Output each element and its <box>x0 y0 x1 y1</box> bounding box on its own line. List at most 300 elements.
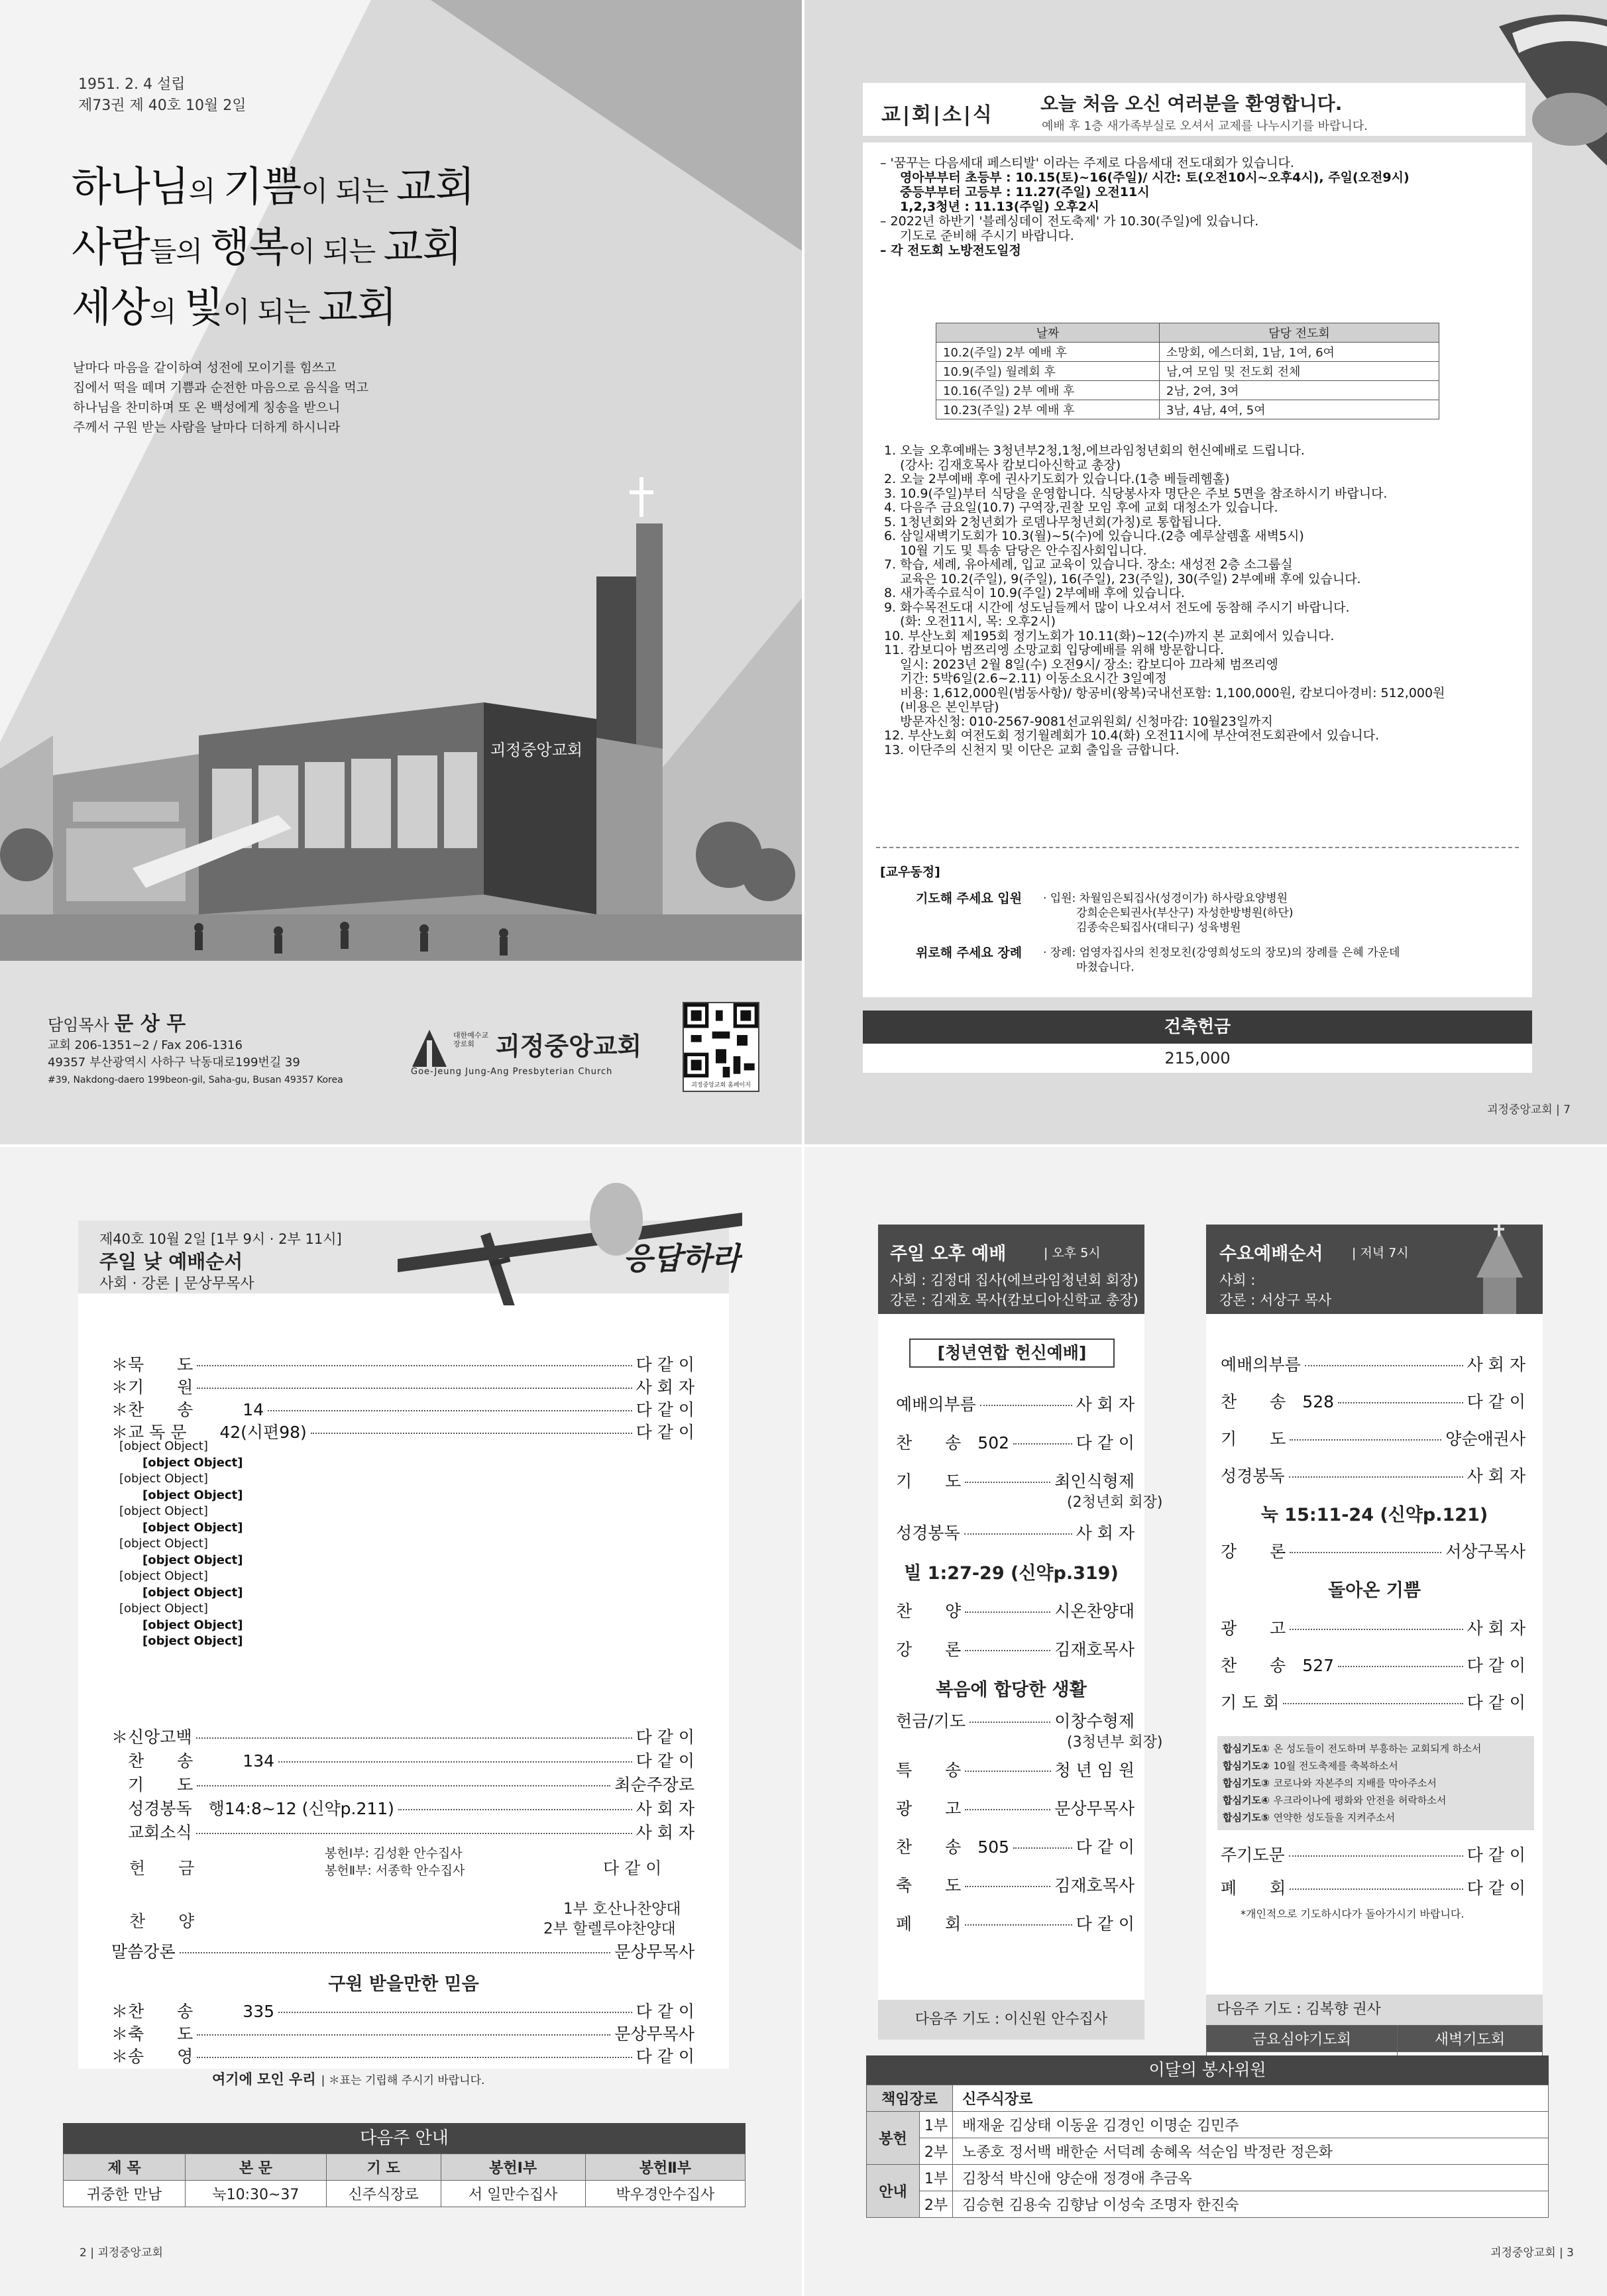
order-item: 기 도 회 <box>1221 1693 1280 1712</box>
motto-word: 하나님 <box>72 162 189 211</box>
motto-word: 사람 <box>72 223 150 271</box>
prayer-text: 온 성도들이 전도하며 부흥하는 교회되게 하소서 <box>1273 1743 1482 1755</box>
dot-leader <box>1305 1365 1463 1366</box>
sermon-row <box>111 1939 694 1963</box>
care-title: [교우동정] <box>880 865 940 879</box>
comfort-lines <box>1043 946 1400 975</box>
order-item: ＊찬 송 335 <box>111 2002 275 2021</box>
meet-header-friday: 금요심야기도회 <box>1207 2026 1398 2052</box>
logo-denomination: 대한예수교 장로회 <box>453 1031 489 1048</box>
qr-code-icon <box>684 1003 758 1077</box>
order-row <box>896 1430 1135 1454</box>
motto-particle: 이 되는 <box>223 296 319 328</box>
prayer-text: 코로나와 자본주의 지배를 막아주소서 <box>1273 1777 1437 1789</box>
qr-caption: 괴정중앙교회 홈페이지 <box>691 1082 751 1089</box>
next-header: 제 목 <box>64 2154 186 2181</box>
order-row <box>1221 1389 1525 1413</box>
next-cell: 눅10:30~37 <box>186 2181 327 2207</box>
pray-line: 김종숙은퇴집사(대티구) 성육병원 <box>1076 921 1241 934</box>
order-item: 폐 회 <box>1221 1879 1286 1898</box>
responsive-line: [object Object] <box>119 1569 208 1583</box>
wednesday-time: | 저녁 7시 <box>1352 1246 1409 1260</box>
order-person: 이창수형제 <box>1054 1712 1135 1731</box>
order-person: 다 같 이 <box>636 2047 694 2066</box>
dot-leader <box>965 1650 1050 1651</box>
prayer-text: 10월 전도축제를 축복하소서 <box>1273 1760 1398 1772</box>
order-row <box>111 1998 694 2022</box>
order-item: ＊신앙고백 <box>111 1727 192 1747</box>
order-person: 사 회 자 <box>1467 1619 1525 1638</box>
motto-particle: 이 되는 <box>301 175 396 207</box>
order-row <box>111 2044 694 2067</box>
festival-line: 1,2,3청년 : 11.13(주일) 오후2시 <box>900 199 1099 214</box>
visit-cell: 10.2(주일) 2부 예배 후 <box>936 343 1160 362</box>
sunday-title: 주일 낮 예배순서 <box>99 1250 243 1273</box>
prayer-item <box>1223 1740 1529 1757</box>
news-item: 3. 10.9(주일)부터 식당을 운영합니다. 식당봉사자 명단은 주보 5면을 참조하시기 바랍니다. <box>884 486 1388 501</box>
comfort-line: · 장례: 엄영자집사의 친정모친(강영희성도의 장모)의 장례를 은혜 가운데 <box>1043 946 1400 959</box>
news-item: 4. 다음주 금요일(10.7) 구역장,권찰 모임 후에 교회 대청소가 있습니다. <box>884 500 1278 515</box>
visit-row <box>936 381 1439 400</box>
dot-leader <box>1289 1476 1463 1478</box>
order-person: 김재호목사 <box>1054 1876 1135 1895</box>
responsive-line: [object Object] <box>142 1553 243 1567</box>
festival-2b: 기도로 준비해 주시기 바랍니다. <box>900 229 1074 243</box>
logo-emblem-icon <box>411 1028 448 1068</box>
choir-label: 찬 양 <box>129 1912 195 1931</box>
pray-lines <box>1043 891 1294 935</box>
visit-cell: 3남, 4남, 4여, 5여 <box>1159 400 1439 419</box>
festival-line: 영아부부터 초등부 : 10.15(토)~16(주일)/ 시간: 토(오전10시~오후4시), 주일(오전9시) <box>900 170 1410 185</box>
vol-group-label: 봉헌 <box>867 2112 920 2165</box>
order-item: 폐 회 <box>896 1914 962 1934</box>
order-item: 강 론 <box>1221 1542 1286 1561</box>
visit-schedule-title: 각 전도회 노방전도일정 <box>891 243 1021 258</box>
dot-leader <box>965 1482 1050 1483</box>
wednesday-scripture: 눅 15:11-24 (신약p.121) <box>1260 1505 1488 1525</box>
vol-group-label: 안내 <box>867 2165 920 2218</box>
volume-number: 제73권 제 40호 10월 2일 <box>78 97 247 114</box>
order-person: 사 회 자 <box>636 1799 694 1818</box>
order-row <box>111 1772 694 1796</box>
order-row <box>111 2021 694 2045</box>
visit-cell: 10.16(주일) 2부 예배 후 <box>936 381 1160 400</box>
order-person: 다 같 이 <box>1076 1837 1135 1857</box>
order-item: 예배의부름 <box>1221 1355 1301 1374</box>
pray-line: · 입원: 차월임은퇴집사(성경이가) 하사랑요양병원 <box>1043 892 1288 905</box>
order-person: 양순애권사 <box>1445 1429 1525 1449</box>
order-person: 사 회 자 <box>636 1823 694 1842</box>
news-item: 기간: 5박6일(2.6~2.11) 이동소요시간 3일예정 <box>884 671 1167 686</box>
order-row <box>1221 1842 1525 1866</box>
building-fund-label: 건축헌금 <box>863 1011 1532 1044</box>
pastor-label: 담임목사 <box>48 1016 109 1034</box>
prayer-item <box>1223 1792 1529 1809</box>
pray-sub: (2청년회 회장) <box>1067 1494 1163 1511</box>
news-content-box <box>863 142 1532 997</box>
order-item: ＊묵 도 <box>111 1355 194 1374</box>
prayer-text: 연약한 성도들을 지켜주소서 <box>1273 1812 1396 1824</box>
footnote-bold: 여기에 모인 우리 <box>212 2071 316 2087</box>
order-item: 찬 양 <box>896 1602 962 1621</box>
offering-note: 봉헌Ⅱ부: 서종학 안수집사 <box>325 1863 465 1878</box>
evening-worship-page <box>803 1146 1607 2296</box>
logo-name: 괴정중앙교회 <box>496 1031 642 1061</box>
order-item: 찬 송 528 <box>1221 1392 1335 1411</box>
dot-leader <box>196 1737 632 1739</box>
order-row <box>1221 1653 1525 1676</box>
responsive-line: [object Object] <box>119 1439 208 1453</box>
founding-info <box>78 74 246 117</box>
afternoon-header <box>878 1225 1144 1314</box>
news-item: 11. 캄보디아 범쯔리엥 소망교회 입당예배를 위해 방문합니다. <box>884 643 1224 657</box>
news-item: 비용: 1,612,000원(범동사항)/ 항공비(왕복)국내선포함: 1,100,000원, 캄보디아경비: 512,000원 <box>884 685 1445 700</box>
motto-particle: 의 <box>149 296 184 328</box>
sermon-title: 구원 받을만한 믿음 <box>328 1974 479 1995</box>
responsive-line: [object Object] <box>119 1602 208 1615</box>
church-building-illustration <box>0 457 803 967</box>
motto-line <box>72 280 474 340</box>
visit-row <box>936 362 1439 381</box>
order-person: 사 회 자 <box>636 1378 694 1397</box>
order-item: 찬 송 134 <box>111 1751 275 1771</box>
welcome-subtitle: 예배 후 1층 새가족부실로 오셔서 교제를 나누시기를 바랍니다. <box>1042 119 1368 133</box>
responsive-line: [object Object] <box>119 1472 208 1486</box>
order-row <box>111 1796 694 1820</box>
afternoon-next-pray: 다음주 기도 : 이신원 안수집사 <box>878 2000 1144 2040</box>
wednesday-presider: 사회 : <box>1219 1272 1256 1288</box>
festival-section: – '꿈꾸는 다음세대 페스티발' 이라는 주제로 다음세대 전도대회가 있습니다. 영아부부터 초등부 : 10.15(토)~16(주일)/ 시간: 토(오전10시~오후4시), 주일(오전9시) 중등부부터 고등부 : 11.27(주일) 오전11시 1,2,3청년 : 11.13(주일) 오후2시 – 2022년 하반기 '블레싱데이 전도축제' 가 10.30(주일)에 있습니다. 기도로 준비해 주시기 바랍니다. – 각 전도회 노방전도일정 <box>880 156 1516 258</box>
sunday-presider: 사회 · 강론 | 문상무목사 <box>99 1276 254 1292</box>
comfort-label: 위로해 주세요 장례 <box>916 946 1023 960</box>
order-person: 사 회 자 <box>1076 1523 1135 1543</box>
church-phone: 교회 206-1351~2 / Fax 206-1316 <box>48 1038 243 1052</box>
motto-word: 빛 <box>184 283 223 331</box>
order-person: 다 같 이 <box>636 1423 694 1442</box>
order-person: 시온찬양대 <box>1054 1602 1135 1621</box>
dot-leader <box>964 1533 1072 1535</box>
motto-particle: 들의 <box>149 235 211 268</box>
prayer-label: 합심기도④ <box>1223 1794 1270 1806</box>
order-item: 찬 송 527 <box>1221 1656 1335 1675</box>
order-person: 다 같 이 <box>1467 1392 1525 1411</box>
pray-label: 기도해 주세요 입원 <box>916 891 1023 906</box>
page-footer-3: 괴정중앙교회 | 3 <box>1490 2246 1574 2260</box>
banner-text: 응답하라 <box>623 1240 741 1276</box>
choir-2: 2부 할렐루야찬양대 <box>543 1920 676 1938</box>
dot-leader <box>970 1722 1050 1723</box>
order-row <box>896 1757 1135 1781</box>
festival-lines <box>880 170 1516 214</box>
order-row <box>896 1468 1135 1492</box>
horizontal-divider <box>0 1144 1607 1147</box>
dot-leader <box>965 1886 1050 1887</box>
wednesday-next-pray: 다음주 기도 : 김복향 권사 <box>1206 1995 1543 2025</box>
order-item: 광 고 <box>896 1799 962 1818</box>
church-motto <box>72 159 474 340</box>
motto-word: 교회 <box>383 223 462 271</box>
motto-particle: 이 되는 <box>288 235 384 268</box>
vertical-divider <box>802 0 804 2296</box>
order-item: 성경봉독 <box>1221 1466 1285 1486</box>
order-row <box>111 1724 694 1748</box>
news-item: (강사: 김재호목사 캄보디아신학교 총장) <box>884 457 1121 472</box>
qr-code[interactable] <box>683 1002 759 1092</box>
order-row <box>896 1834 1135 1858</box>
dot-leader <box>1013 1847 1072 1849</box>
next-cell: 신주식장로 <box>326 2181 441 2207</box>
order-row <box>896 1637 1135 1661</box>
order-row <box>1221 1352 1525 1376</box>
visit-row <box>936 400 1439 419</box>
festival-2: 2022년 하반기 '블레싱데이 전도축제' 가 10.30(주일)에 있습니다. <box>890 214 1259 229</box>
afternoon-speaker: 강론 : 김재호 목사(캄보디아신학교 총장) <box>890 1292 1138 1308</box>
volunteers-table <box>866 2085 1549 2218</box>
order-item: ＊교 독 문 42(시편98) <box>111 1423 307 1442</box>
next-header: 봉헌Ⅰ부 <box>441 2154 585 2181</box>
order-item: 성경봉독 행14:8~12 (신약p.211) <box>111 1799 394 1818</box>
next-cell: 서 일만수집사 <box>441 2181 585 2207</box>
order-item: 헌금/기도 <box>896 1712 966 1731</box>
next-header: 봉헌Ⅱ부 <box>585 2154 745 2181</box>
next-cell: 귀중한 만남 <box>64 2181 186 2207</box>
meet-header-dawn: 새벽기도회 <box>1397 2026 1542 2052</box>
next-cell: 박우경안수집사 <box>585 2181 745 2207</box>
elder-label: 책임장로 <box>867 2085 953 2112</box>
order-person: 다 같 이 <box>1076 1433 1135 1452</box>
vol-row <box>867 2191 1549 2218</box>
news-item: 5. 1청년회와 2청년회가 로뎀나무청년회(가칭)로 통합됩니다. <box>884 514 1222 529</box>
dot-leader <box>197 1365 632 1366</box>
order-item: 교회소식 <box>111 1823 192 1842</box>
order-person: 다 같 이 <box>636 1727 694 1747</box>
order-item: 기 도 <box>896 1472 962 1491</box>
order-row <box>896 1796 1135 1820</box>
building-fund-value: 215,000 <box>863 1044 1532 1073</box>
order-row <box>896 1598 1135 1622</box>
next-week-title: 다음주 안내 <box>63 2123 746 2154</box>
prayer-text: 우크라이나에 평화와 안전을 허락하소서 <box>1273 1794 1447 1806</box>
order-person: 문상무목사 <box>614 1942 694 1961</box>
dot-leader <box>1290 1439 1441 1441</box>
offer-sub: (3청년부 회장) <box>1067 1734 1163 1751</box>
order-row <box>896 1708 1135 1732</box>
dot-leader <box>1290 1888 1463 1890</box>
dot-leader <box>965 1771 1050 1772</box>
news-item: 1. 오늘 오후예배는 3청년부2청,1청,에브라임청년회의 헌신예배로 드립니다. <box>884 443 1305 458</box>
page-footer-7: 괴정중앙교회 | 7 <box>1487 1103 1571 1117</box>
prayer-item <box>1223 1809 1529 1826</box>
order-item: ＊찬 송 14 <box>111 1400 264 1419</box>
order-row <box>111 1820 694 1843</box>
visit-cell: 남,여 모임 및 전도회 전체 <box>1159 362 1439 381</box>
order-item: 기 도 <box>111 1775 194 1794</box>
footnote <box>212 2069 484 2089</box>
cover-page <box>0 0 803 1146</box>
news-item: 일시: 2023년 2월 8일(수) 오전9시/ 장소: 캄보디아 끄라체 범쯔리엥 <box>884 657 1278 672</box>
responsive-line: [object Object] <box>142 1617 243 1632</box>
news-item: 6. 삼일새벽기도회가 10.3(월)~5(수)에 있습니다.(2층 예루살렘홀 새벽5시) <box>884 529 1304 543</box>
dot-leader <box>398 1809 632 1810</box>
visit-schedule-table <box>936 323 1439 419</box>
prayer-label: 합심기도⑤ <box>1223 1812 1270 1824</box>
order-person: 다 같 이 <box>636 1355 694 1374</box>
news-item: 13. 이단주의 신천지 및 이단은 교회 출입을 금합니다. <box>884 742 1180 757</box>
order-person: 다 같 이 <box>1467 1845 1525 1865</box>
vol-service: 1부 <box>920 2165 953 2191</box>
motto-word: 기쁨 <box>223 162 302 211</box>
responsive-line: [object Object] <box>142 1488 243 1502</box>
dot-leader <box>1290 1629 1463 1630</box>
order-person: 사 회 자 <box>1467 1466 1525 1486</box>
dot-leader <box>980 1405 1072 1406</box>
responsive-line: [object Object] <box>142 1585 243 1600</box>
issue-info: 제40호 10월 2일 [1부 9시 · 2부 11시] <box>99 1231 342 1247</box>
dot-leader <box>965 1924 1072 1926</box>
youth-service-box: [청년연합 헌신예배] <box>909 1339 1115 1368</box>
order-row <box>1221 1539 1525 1562</box>
dot-leader <box>197 1388 632 1389</box>
vol-names: 김승현 김용숙 김향남 이성숙 조명자 한진숙 <box>953 2191 1549 2218</box>
next-header: 기 도 <box>326 2154 441 2181</box>
church-steeple-icon <box>1457 1225 1543 1314</box>
responsive-line: [object Object] <box>142 1634 243 1648</box>
news-item: (비용은 본인부담) <box>884 700 999 714</box>
motto-line <box>72 159 474 219</box>
verse-line: 주께서 구원 받는 사람을 날마다 더하게 하시니라 <box>73 420 341 435</box>
vol-row <box>867 2112 1549 2138</box>
order-row <box>111 1352 694 1376</box>
choir-1: 1부 호산나찬양대 <box>563 1900 681 1918</box>
motto-word: 교회 <box>318 283 396 331</box>
founded-date: 1951. 2. 4 설립 <box>78 76 186 93</box>
news-divider <box>876 847 1519 848</box>
order-person: 문상무목사 <box>1054 1799 1135 1818</box>
wednesday-sermon-title: 돌아온 기쁨 <box>1328 1580 1421 1601</box>
vol-row <box>867 2138 1549 2165</box>
order-row <box>111 1748 694 1772</box>
prayer-item <box>1223 1757 1529 1775</box>
afternoon-sermon-title: 복음에 합당한 생활 <box>936 1680 1087 1700</box>
order-person: 다 같 이 <box>1467 1879 1525 1898</box>
vol-service: 1부 <box>920 2112 953 2138</box>
visit-cell: 소망회, 에스더회, 1남, 1여, 6여 <box>1159 343 1439 362</box>
wednesday-speaker: 강론 : 서상구 목사 <box>1219 1292 1332 1308</box>
page-footer-2: 2 | 괴정중앙교회 <box>80 2246 163 2260</box>
logo-english: Goe-Jeung Jung-Ang Presbyterian Church <box>411 1067 613 1077</box>
order-item: 찬 송 502 <box>896 1433 1010 1452</box>
order-item: 성경봉독 <box>896 1523 960 1543</box>
dot-leader <box>180 1952 611 1953</box>
order-row <box>1221 1615 1525 1639</box>
news-item: 7. 학습, 세례, 유아세례, 입교 교육이 있습니다. 장소: 새성전 2층 소그룹실 <box>884 557 1293 572</box>
prayer-label: 합심기도① <box>1223 1743 1270 1755</box>
afternoon-title: 주일 오후 예배 <box>890 1244 1007 1264</box>
afternoon-presider: 사회 : 김정대 집사(에브라임청년회 회장) <box>890 1272 1138 1288</box>
order-person: 최인식형제 <box>1054 1472 1135 1491</box>
news-item: (화: 오전11시, 목: 오후2시) <box>884 614 1056 629</box>
wednesday-title: 수요예배순서 <box>1219 1244 1323 1264</box>
responsive-line: [object Object] <box>142 1455 243 1470</box>
cover-verse <box>73 358 368 437</box>
vol-names: 김창석 박신애 양순애 정경애 추금옥 <box>953 2165 1549 2191</box>
vol-service: 2부 <box>920 2191 953 2218</box>
order-person: 문상무목사 <box>614 2024 694 2044</box>
address-korean: 49357 부산광역시 사하구 낙동대로199번길 39 <box>48 1056 300 1069</box>
next-week-table <box>63 2154 746 2207</box>
dot-leader <box>196 1833 632 1834</box>
address-english: #39, Nakdong-daero 199beon-gil, Saha-gu, Busan 49357 Korea <box>48 1075 343 1085</box>
order-item: 강 론 <box>896 1640 962 1659</box>
dot-leader <box>311 1433 632 1434</box>
sunday-worship-page <box>0 1146 803 2296</box>
motto-word: 세상 <box>72 283 150 331</box>
order-item: 광 고 <box>1221 1619 1286 1638</box>
responsive-line: [object Object] <box>119 1537 208 1551</box>
order-item: 예배의부름 <box>896 1395 976 1414</box>
visit-cell: 10.9(주일) 월례회 후 <box>936 362 1160 381</box>
offering-person: 다 같 이 <box>603 1859 662 1878</box>
news-item: 방문자신청: 010-2567-9081선교위원회/ 신청마감: 10월23일까지 <box>884 714 1273 729</box>
prayer-item <box>1223 1775 1529 1792</box>
church-logo <box>411 1026 676 1079</box>
afternoon-scripture: 빌 1:27-29 (신약p.319) <box>904 1563 1119 1584</box>
dot-leader <box>1290 1552 1441 1553</box>
building-sign: 괴정중앙교회 <box>490 741 583 759</box>
order-row <box>896 1911 1135 1935</box>
news-items <box>884 444 1527 757</box>
news-item: 10. 부산노회 제195회 정기노회가 10.11(화)~12(수)까지 본 교회에서 있습니다. <box>884 628 1335 643</box>
motto-word: 교회 <box>396 162 474 211</box>
comfort-line: 마쳤습니다. <box>1076 961 1135 974</box>
news-item: 10월 기도 및 특송 담당은 안수집사회입니다. <box>884 543 1147 558</box>
responsive-line: [object Object] <box>142 1520 243 1535</box>
order-item: ＊송 영 <box>111 2047 194 2066</box>
dot-leader <box>278 2012 632 2013</box>
next-header: 본 문 <box>186 2154 327 2181</box>
dot-leader <box>1338 1666 1463 1667</box>
dot-leader <box>965 1612 1050 1613</box>
wednesday-note: *개인적으로 기도하시다가 돌아가시기 바랍니다. <box>1241 1908 1465 1920</box>
verse-line: 하나님을 찬미하며 또 온 백성에게 칭송을 받으니 <box>73 400 341 415</box>
order-row <box>896 1392 1135 1415</box>
news-tag: 교|회|소|식 <box>881 103 994 127</box>
pastor-info <box>48 1007 186 1036</box>
order-person: 다 같 이 <box>1467 1656 1525 1675</box>
motto-line <box>72 219 474 280</box>
order-item: 특 송 <box>896 1761 962 1780</box>
order-row <box>1221 1875 1525 1899</box>
order-item: 찬 송 505 <box>896 1837 1010 1857</box>
vol-names: 노종호 정서백 배한순 서덕례 송혜옥 석순임 박정란 정은화 <box>953 2138 1549 2165</box>
order-person: 다 같 이 <box>636 1400 694 1419</box>
news-item: 12. 부산노회 여전도회 정기월례회가 10.4(화) 오전11시에 부산여전도회관에서 있습니다. <box>884 728 1380 743</box>
order-person: 사 회 자 <box>1467 1355 1525 1374</box>
motto-particle: 의 <box>188 175 223 207</box>
order-item: 기 도 <box>1221 1429 1286 1449</box>
order-person: 사 회 자 <box>1076 1395 1135 1414</box>
elder-name: 신주식장로 <box>953 2085 1549 2112</box>
dot-leader <box>278 1761 632 1763</box>
order-row <box>111 1374 694 1398</box>
order-person: 서상구목사 <box>1445 1542 1525 1561</box>
prayer-label: 합심기도③ <box>1223 1777 1270 1789</box>
afternoon-time: | 오후 5시 <box>1044 1246 1101 1260</box>
dot-leader <box>1338 1402 1463 1403</box>
offering-note: 봉헌Ⅰ부: 김성환 안수집사 <box>325 1846 463 1861</box>
footnote-text: | ＊표는 기립해 주시기 바랍니다. <box>321 2074 485 2087</box>
order-person: 다 같 이 <box>636 2002 694 2021</box>
